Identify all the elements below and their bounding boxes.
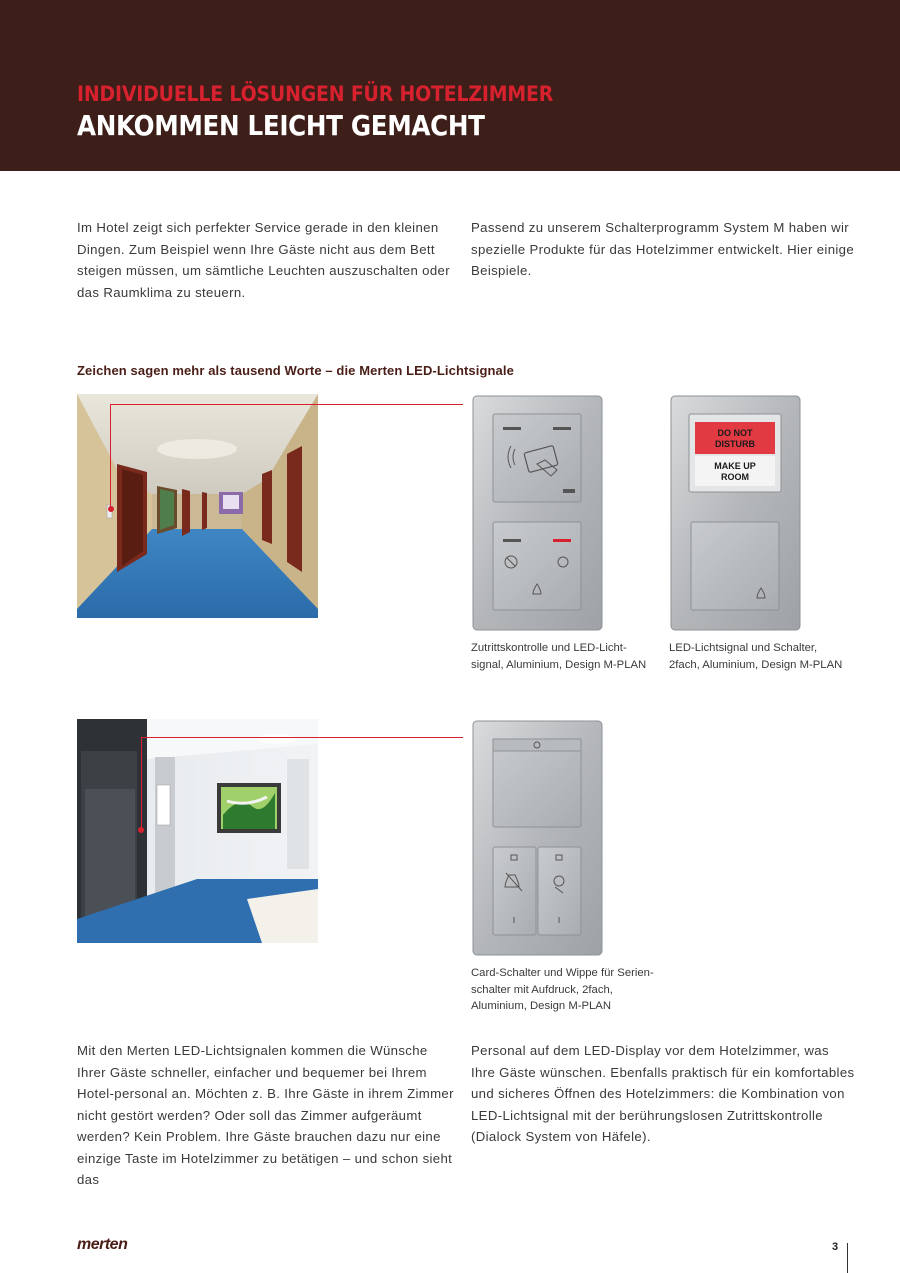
- corridor-photo: [77, 394, 318, 618]
- connector-line: [141, 737, 142, 831]
- switch-card-image: [471, 719, 604, 957]
- hotel-room-photo: [77, 719, 318, 943]
- page-divider: [847, 1243, 848, 1273]
- header-banner: [0, 0, 900, 171]
- header-kicker: INDIVIDUELLE LÖSUNGEN FÜR HOTELZIMMER: [77, 82, 554, 106]
- connector-line: [141, 737, 463, 738]
- caption-card-switch: Card-Schalter und Wippe für Serien- schalter mit Aufdruck, 2fach, Aluminium, Design M-PLAN: [471, 967, 654, 1012]
- closing-left-paragraph: Mit den Merten LED-Lichtsignalen kommen die Wünsche Ihrer Gäste schneller, einfacher und bequemer bei Ihrem Hotel-personal an. Möchten z. B. Ihre Gäste in ihrem Zimmer nicht gestört werden? Oder soll das Zimmer aufgeräumt werden? Kein Problem. Ihre Gäste brauchen dazu nur eine einzige Taste im Hotelzimmer zu betätigen – und schon sieht das: [77, 1043, 454, 1187]
- switch-access-control-image: [471, 394, 604, 632]
- page-title: ANKOMMEN LEICHT GEMACHT: [77, 109, 485, 142]
- display-dnd-text-2: DISTURB: [715, 439, 755, 449]
- display-mur-text: MAKE UP: [714, 461, 756, 471]
- display-dnd-text: DO NOT: [717, 428, 753, 438]
- merten-logo: merten: [77, 1236, 128, 1253]
- caption-led-display: LED-Lichtsignal und Schalter, 2fach, Aluminium, Design M-PLAN: [669, 642, 843, 671]
- closing-right-paragraph: Personal auf dem LED-Display vor dem Hotelzimmer, was Ihre Gäste wünschen. Ebenfalls praktisch für ein komfortables und sicheres Öffnen des Hotelzimmers: die Kombination von LED-Lichtsignal mit der berührungslosen Zutrittskontrolle (Dialock System von Häfele).: [471, 1043, 855, 1144]
- section-heading: Zeichen sagen mehr als tausend Worte – die Merten LED-Lichtsignale: [77, 363, 514, 378]
- intro-right-paragraph: Passend zu unserem Schalterprogramm System M haben wir spezielle Produkte für das Hotelzimmer entwickelt. Hier einige Beispiele.: [471, 220, 855, 278]
- switch-led-display-image: [669, 394, 802, 632]
- page-number: 3: [832, 1241, 839, 1253]
- connector-line: [110, 404, 463, 405]
- display-mur-text-2: ROOM: [721, 472, 749, 482]
- intro-left-paragraph: Im Hotel zeigt sich perfekter Service gerade in den kleinen Dingen. Zum Beispiel wenn Ihre Gäste nicht aus dem Bett steigen müssen, um sämtliche Leuchten auszuschalten oder das Raumklima zu steuern.: [77, 220, 450, 300]
- connector-line: [110, 404, 111, 509]
- caption-access-control: Zutrittskontrolle und LED-Licht- signal, Aluminium, Design M-PLAN: [471, 642, 647, 671]
